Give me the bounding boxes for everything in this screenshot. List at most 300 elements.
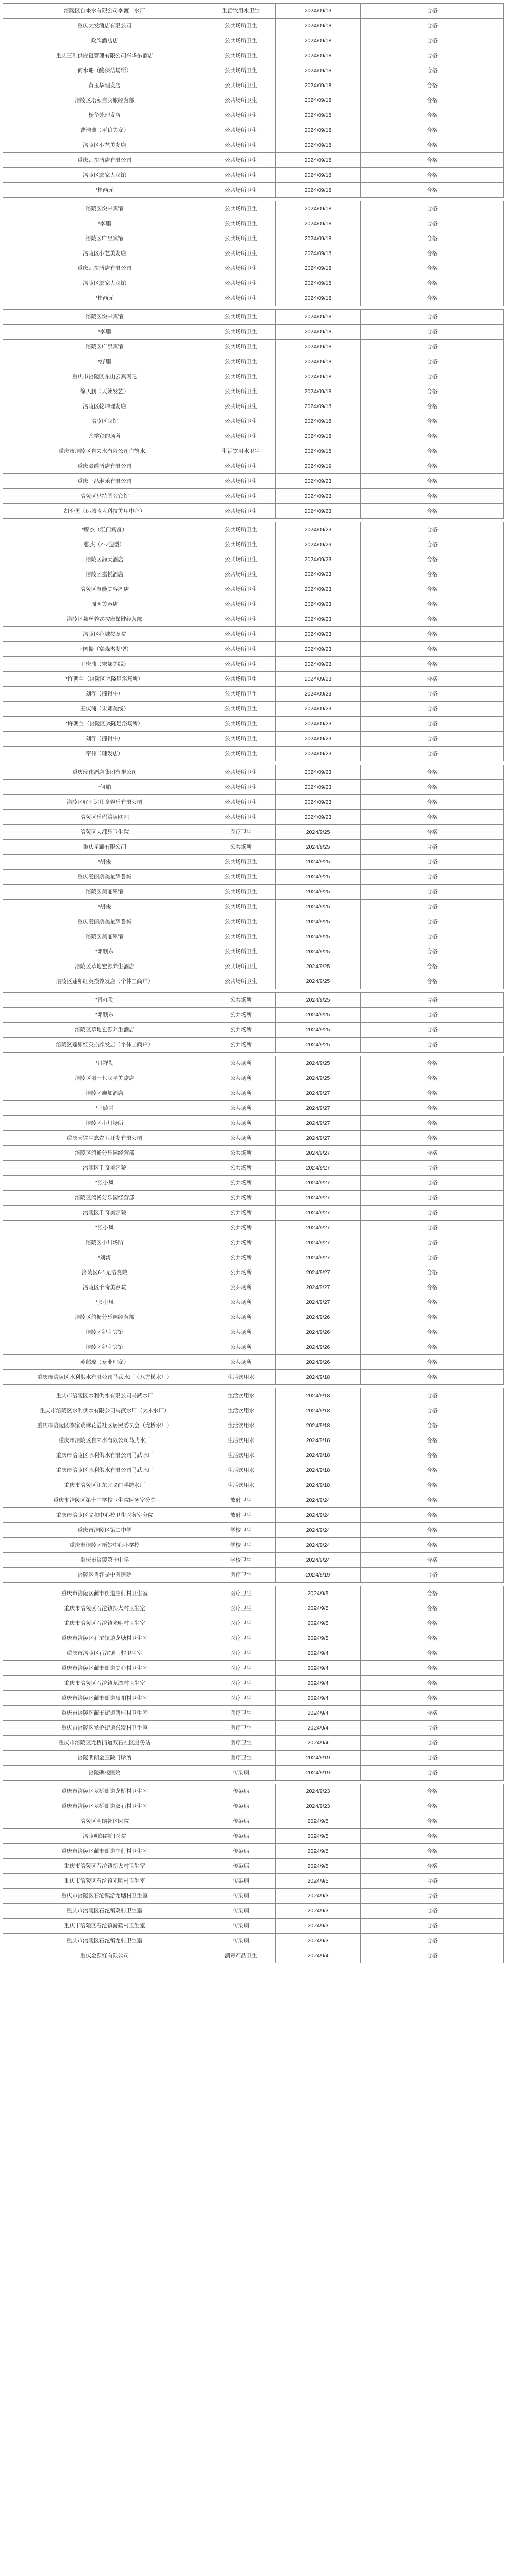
cell-unit-name: 涪陵区小川场所 xyxy=(3,1235,206,1250)
table-row xyxy=(3,489,504,504)
cell-unit-name: 重庆三洪供应链管理有限公司兴华东酒店 xyxy=(3,48,206,63)
cell-unit-name: 重庆市涪陵区第二中学 xyxy=(3,1523,206,1538)
cell-result: 合格 xyxy=(361,900,504,914)
cell-date: 2024/09/23 xyxy=(276,552,361,567)
cell-result: 合格 xyxy=(361,1814,504,1829)
cell-date: 2024/09/18 xyxy=(276,369,361,384)
cell-date: 2024/09/23 xyxy=(276,672,361,687)
cell-date: 2024/9/3 xyxy=(276,1919,361,1934)
cell-result: 合格 xyxy=(361,1191,504,1206)
cell-category: 公共场所卫生 xyxy=(206,474,276,489)
table-row xyxy=(3,855,504,870)
cell-category: 公共场所卫生 xyxy=(206,765,276,780)
cell-result: 合格 xyxy=(361,1071,504,1086)
cell-unit-name: 涪陵区悦来宾馆 xyxy=(3,310,206,325)
cell-result: 合格 xyxy=(361,276,504,291)
cell-result: 合格 xyxy=(361,582,504,597)
cell-date: 2024/09/13 xyxy=(276,4,361,19)
cell-result: 合格 xyxy=(361,4,504,19)
cell-date: 2024/09/23 xyxy=(276,642,361,657)
cell-unit-name: *张小凤 xyxy=(3,1295,206,1310)
cell-category: 公共场所卫生 xyxy=(206,108,276,123)
cell-result: 合格 xyxy=(361,1646,504,1661)
cell-category: 公共场所卫生 xyxy=(206,168,276,183)
cell-result: 合格 xyxy=(361,765,504,780)
cell-result: 合格 xyxy=(361,914,504,929)
table-row xyxy=(3,325,504,340)
cell-unit-name: 涪陵区小川场所 xyxy=(3,1116,206,1131)
cell-result: 合格 xyxy=(361,1086,504,1101)
table-row xyxy=(3,1038,504,1053)
cell-result: 合格 xyxy=(361,1280,504,1295)
cell-result: 合格 xyxy=(361,1874,504,1889)
cell-category: 公共场所卫生 xyxy=(206,48,276,63)
cell-date: 2024/09/23 xyxy=(276,612,361,627)
cell-unit-name: 涪陵区广泉宾馆 xyxy=(3,231,206,246)
cell-date: 2024/9/27 xyxy=(276,1101,361,1116)
cell-unit-name: 涪陵区鸽畅分乐园经营部 xyxy=(3,1310,206,1325)
cell-category: 医疗卫生 xyxy=(206,1601,276,1616)
cell-category: 医疗卫生 xyxy=(206,1568,276,1583)
cell-unit-name: *张小凤 xyxy=(3,1176,206,1191)
cell-date: 2024/9/5 xyxy=(276,1586,361,1601)
table-row xyxy=(3,747,504,761)
cell-result: 合格 xyxy=(361,780,504,795)
cell-date: 2024/9/3 xyxy=(276,1904,361,1919)
cell-category: 公共场所卫生 xyxy=(206,63,276,78)
cell-unit-name: 张杰（Z-Z造型） xyxy=(3,537,206,552)
cell-date: 2024/09/18 xyxy=(276,414,361,429)
table-row xyxy=(3,1799,504,1814)
cell-result: 合格 xyxy=(361,1250,504,1265)
table-row xyxy=(3,168,504,183)
table-row xyxy=(3,1325,504,1340)
cell-unit-name: 涪陵区宾馆 xyxy=(3,414,206,429)
table-row xyxy=(3,567,504,582)
cell-date: 2024/9/4 xyxy=(276,1706,361,1721)
cell-unit-name: 涪陵区蓬卯红英损养发店（个体工商户） xyxy=(3,974,206,989)
cell-date: 2024/09/18 xyxy=(276,33,361,48)
cell-date: 2024/09/18 xyxy=(276,78,361,93)
cell-unit-name: 涪陵区鸽畅分乐园经营部 xyxy=(3,1191,206,1206)
table-row xyxy=(3,1056,504,1071)
cell-result: 合格 xyxy=(361,1116,504,1131)
cell-date: 2024/9/27 xyxy=(276,1206,361,1221)
cell-result: 合格 xyxy=(361,246,504,261)
cell-category: 医疗卫生 xyxy=(206,1616,276,1631)
cell-category: 学校卫生 xyxy=(206,1523,276,1538)
cell-category: 公共场所 xyxy=(206,1250,276,1265)
cell-unit-name: *邓鹏东 xyxy=(3,944,206,959)
cell-unit-name: 重庆市涪陵区蔺市街道两座村卫生室 xyxy=(3,1706,206,1721)
cell-result: 合格 xyxy=(361,1101,504,1116)
cell-date: 2024/09/18 xyxy=(276,123,361,138)
table-row xyxy=(3,1706,504,1721)
cell-date: 2024/9/18 xyxy=(276,1463,361,1478)
cell-date: 2024/09/23 xyxy=(276,702,361,717)
cell-category: 公共场所卫生 xyxy=(206,870,276,885)
cell-category: 公共场所 xyxy=(206,1265,276,1280)
table-row xyxy=(3,1265,504,1280)
cell-date: 2024/9/25 xyxy=(276,929,361,944)
table-row xyxy=(3,1631,504,1646)
table-row xyxy=(3,1355,504,1370)
table-row xyxy=(3,1934,504,1948)
cell-unit-name: 重庆市涪陵区石沱镇双村卫生室 xyxy=(3,1904,206,1919)
cell-unit-name: 周园美容店 xyxy=(3,597,206,612)
cell-unit-name: 重庆大发酒店有限公司 xyxy=(3,19,206,33)
table-row xyxy=(3,1523,504,1538)
table-row xyxy=(3,959,504,974)
table-row xyxy=(3,1538,504,1553)
cell-result: 合格 xyxy=(361,1889,504,1904)
cell-result: 合格 xyxy=(361,108,504,123)
table-row xyxy=(3,48,504,63)
cell-unit-name: 余学宾的场所 xyxy=(3,429,206,444)
cell-date: 2024/09/18 xyxy=(276,168,361,183)
cell-unit-name: *胡俊 xyxy=(3,855,206,870)
cell-category: 公共场所卫生 xyxy=(206,399,276,414)
table-row xyxy=(3,1646,504,1661)
table-row xyxy=(3,399,504,414)
cell-category: 公共场所卫生 xyxy=(206,429,276,444)
table-row xyxy=(3,687,504,702)
cell-date: 2024/9/27 xyxy=(276,1086,361,1101)
cell-result: 合格 xyxy=(361,657,504,672)
cell-category: 公共场所卫生 xyxy=(206,717,276,732)
cell-result: 合格 xyxy=(361,1448,504,1463)
cell-date: 2024/09/18 xyxy=(276,63,361,78)
cell-date: 2024/09/18 xyxy=(276,340,361,354)
cell-category: 生活饮用水 xyxy=(206,1388,276,1403)
cell-category: 公共场所卫生 xyxy=(206,597,276,612)
cell-result: 合格 xyxy=(361,522,504,537)
cell-result: 合格 xyxy=(361,1538,504,1553)
cell-date: 2024/09/18 xyxy=(276,310,361,325)
cell-result: 合格 xyxy=(361,1691,504,1706)
cell-result: 合格 xyxy=(361,1661,504,1676)
cell-date: 2024/09/23 xyxy=(276,687,361,702)
cell-date: 2024/9/27 xyxy=(276,1235,361,1250)
cell-category: 公共场所 xyxy=(206,1086,276,1101)
cell-unit-name: 重庆瓦提酒店有限公司 xyxy=(3,153,206,168)
cell-result: 合格 xyxy=(361,717,504,732)
cell-unit-name: 重庆市涪陵区水利供水有限公司马武水厂（大木水厂） xyxy=(3,1403,206,1418)
table-row xyxy=(3,885,504,900)
cell-result: 合格 xyxy=(361,1355,504,1370)
table-row xyxy=(3,340,504,354)
cell-unit-name: 重庆市涪陵区石沱镇游龙塘村卫生室 xyxy=(3,1889,206,1904)
cell-result: 合格 xyxy=(361,1418,504,1433)
cell-unit-name: 涪陵区海天酒店 xyxy=(3,552,206,567)
table-row xyxy=(3,1071,504,1086)
cell-category: 公共场所卫生 xyxy=(206,384,276,399)
cell-unit-name: *李鹏 xyxy=(3,216,206,231)
cell-date: 2024/9/5 xyxy=(276,1814,361,1829)
cell-result: 合格 xyxy=(361,399,504,414)
table-row xyxy=(3,1586,504,1601)
cell-date: 2024/09/18 xyxy=(276,261,361,276)
cell-unit-name: 涪陵区塔颐自宾旅经营部 xyxy=(3,93,206,108)
cell-result: 合格 xyxy=(361,504,504,519)
cell-category: 公共场所 xyxy=(206,1295,276,1310)
table-row xyxy=(3,1736,504,1751)
cell-category: 公共场所 xyxy=(206,1038,276,1053)
cell-date: 2024/09/23 xyxy=(276,567,361,582)
table-row xyxy=(3,183,504,198)
cell-unit-name: 涪陵区明朗社区医院 xyxy=(3,1814,206,1829)
cell-result: 合格 xyxy=(361,732,504,747)
cell-date: 2024/9/5 xyxy=(276,1844,361,1859)
cell-result: 合格 xyxy=(361,474,504,489)
cell-category: 消毒产品卫生 xyxy=(206,1948,276,1963)
cell-category: 医疗卫生 xyxy=(206,1751,276,1766)
cell-result: 合格 xyxy=(361,1799,504,1814)
table-row xyxy=(3,900,504,914)
cell-unit-name: 重庆市涪陵区蔺市街道美心村卫生室 xyxy=(3,1661,206,1676)
cell-date: 2024/9/3 xyxy=(276,1934,361,1948)
cell-date: 2024/9/27 xyxy=(276,1295,361,1310)
cell-category: 医疗卫生 xyxy=(206,1676,276,1691)
table-block xyxy=(3,1586,504,1781)
cell-unit-name: 重庆市涪陵区石沱镇光明村卫生室 xyxy=(3,1616,206,1631)
cell-unit-name: 重庆瓦提酒店有限公司 xyxy=(3,261,206,276)
table-row xyxy=(3,627,504,642)
table-block xyxy=(3,1056,504,1385)
cell-result: 合格 xyxy=(361,1038,504,1053)
cell-category: 公共场所卫生 xyxy=(206,310,276,325)
cell-category: 医疗卫生 xyxy=(206,1661,276,1676)
cell-date: 2024/9/25 xyxy=(276,855,361,870)
table-row xyxy=(3,1751,504,1766)
cell-unit-name: 重庆爱丽斯美量辉誉城 xyxy=(3,914,206,929)
table-row xyxy=(3,1493,504,1508)
table-row xyxy=(3,870,504,885)
cell-unit-name: 重庆市涪陵区龙桥街道双石村卫生室 xyxy=(3,1799,206,1814)
cell-date: 2024/9/19 xyxy=(276,1751,361,1766)
table-row xyxy=(3,612,504,627)
cell-result: 合格 xyxy=(361,48,504,63)
cell-result: 合格 xyxy=(361,944,504,959)
table-row xyxy=(3,414,504,429)
cell-unit-name: *桂西元 xyxy=(3,183,206,198)
cell-date: 2024/9/24 xyxy=(276,1523,361,1538)
cell-category: 公共场所卫生 xyxy=(206,183,276,198)
cell-category: 医疗卫生 xyxy=(206,1706,276,1721)
table-row xyxy=(3,1553,504,1568)
cell-result: 合格 xyxy=(361,93,504,108)
cell-unit-name: 涪陵区悦来宾馆 xyxy=(3,201,206,216)
table-row xyxy=(3,1116,504,1131)
cell-result: 合格 xyxy=(361,1721,504,1736)
table-row xyxy=(3,291,504,306)
table-row xyxy=(3,429,504,444)
cell-date: 2024/9/27 xyxy=(276,1250,361,1265)
table-row xyxy=(3,1310,504,1325)
cell-date: 2024/9/23 xyxy=(276,1784,361,1799)
table-block xyxy=(3,309,504,519)
cell-category: 公共场所卫生 xyxy=(206,747,276,761)
cell-date: 2024/9/5 xyxy=(276,1616,361,1631)
cell-date: 2024/9/4 xyxy=(276,1646,361,1661)
table-block xyxy=(3,3,504,198)
table-row xyxy=(3,1191,504,1206)
cell-result: 合格 xyxy=(361,123,504,138)
cell-unit-name: 重庆市涪陵区江东冗义曲半跨水厂 xyxy=(3,1478,206,1493)
cell-category: 公共场所卫生 xyxy=(206,855,276,870)
cell-date: 2024/09/18 xyxy=(276,399,361,414)
cell-unit-name: 重庆市涪陵区水利供水有限公司马武水厂 xyxy=(3,1388,206,1403)
table-row xyxy=(3,944,504,959)
cell-result: 合格 xyxy=(361,33,504,48)
cell-result: 合格 xyxy=(361,489,504,504)
table-row xyxy=(3,795,504,810)
table-row xyxy=(3,765,504,780)
table-row xyxy=(3,153,504,168)
cell-unit-name: *许朝兰（涪陵区兴隆足浴场所） xyxy=(3,717,206,732)
cell-date: 2024/9/4 xyxy=(276,1948,361,1963)
cell-category: 公共场所卫生 xyxy=(206,153,276,168)
cell-category: 传染病 xyxy=(206,1859,276,1874)
cell-date: 2024/9/25 xyxy=(276,885,361,900)
cell-result: 合格 xyxy=(361,429,504,444)
cell-result: 合格 xyxy=(361,1736,504,1751)
cell-category: 传染病 xyxy=(206,1784,276,1799)
cell-category: 公共场所 xyxy=(206,1325,276,1340)
cell-result: 合格 xyxy=(361,1370,504,1385)
table-row xyxy=(3,1280,504,1295)
cell-unit-name: 重庆瑞伟酒店集团有限公司 xyxy=(3,765,206,780)
table-row xyxy=(3,825,504,840)
cell-unit-name: 重庆市涪陵区义和中心校卫生医务室分院 xyxy=(3,1508,206,1523)
cell-category: 公共场所 xyxy=(206,1071,276,1086)
cell-result: 合格 xyxy=(361,1388,504,1403)
cell-date: 2024/9/25 xyxy=(276,1023,361,1038)
cell-category: 公共场所卫生 xyxy=(206,914,276,929)
table-row xyxy=(3,537,504,552)
cell-result: 合格 xyxy=(361,959,504,974)
cell-result: 合格 xyxy=(361,1586,504,1601)
cell-unit-name: 曹浩璧（平价美发） xyxy=(3,123,206,138)
cell-unit-name: *许朝兰（涪陵区兴隆足浴场所） xyxy=(3,672,206,687)
table-row xyxy=(3,474,504,489)
table-row xyxy=(3,1478,504,1493)
cell-unit-name: 重庆市涪陵区水利供水有限公司马武水厂 xyxy=(3,1448,206,1463)
cell-category: 公共场所卫生 xyxy=(206,672,276,687)
cell-unit-name: 重庆市涪陵区自来水有限公司白鹤水厂 xyxy=(3,444,206,459)
cell-date: 2024/9/4 xyxy=(276,1676,361,1691)
table-row xyxy=(3,19,504,33)
cell-date: 2024/9/24 xyxy=(276,1538,361,1553)
cell-date: 2024/9/26 xyxy=(276,1325,361,1340)
cell-date: 2024/09/23 xyxy=(276,717,361,732)
table-row xyxy=(3,657,504,672)
cell-category: 公共场所卫生 xyxy=(206,567,276,582)
cell-date: 2024/9/25 xyxy=(276,974,361,989)
cell-unit-name: *舒鹏 xyxy=(3,354,206,369)
cell-category: 公共场所卫生 xyxy=(206,33,276,48)
cell-unit-name: 涪陵区千奇美容院 xyxy=(3,1161,206,1176)
cell-date: 2024/9/18 xyxy=(276,1478,361,1493)
cell-category: 公共场所卫生 xyxy=(206,944,276,959)
cell-result: 合格 xyxy=(361,153,504,168)
cell-category: 放射卫生 xyxy=(206,1508,276,1523)
cell-category: 生活饮用水 xyxy=(206,1403,276,1418)
cell-category: 传染病 xyxy=(206,1766,276,1781)
table-row xyxy=(3,1206,504,1221)
cell-date: 2024/9/3 xyxy=(276,1889,361,1904)
cell-result: 合格 xyxy=(361,1601,504,1616)
cell-category: 公共场所卫生 xyxy=(206,276,276,291)
inspection-results-sheet xyxy=(3,0,504,1963)
cell-unit-name: *何鹏 xyxy=(3,780,206,795)
cell-date: 2024/09/18 xyxy=(276,93,361,108)
cell-result: 合格 xyxy=(361,642,504,657)
table-row xyxy=(3,597,504,612)
cell-unit-name: *吕祥勤 xyxy=(3,993,206,1008)
cell-unit-name: 王庆浦（宋娜美线） xyxy=(3,702,206,717)
cell-result: 合格 xyxy=(361,459,504,474)
cell-date: 2024/9/18 xyxy=(276,1403,361,1418)
cell-category: 公共场所卫生 xyxy=(206,369,276,384)
cell-category: 生活饮用水 xyxy=(206,1478,276,1493)
table-row xyxy=(3,1340,504,1355)
table-row xyxy=(3,123,504,138)
cell-result: 合格 xyxy=(361,1676,504,1691)
cell-result: 合格 xyxy=(361,168,504,183)
cell-category: 学校卫生 xyxy=(206,1538,276,1553)
cell-result: 合格 xyxy=(361,183,504,198)
cell-date: 2024/09/23 xyxy=(276,657,361,672)
table-row xyxy=(3,33,504,48)
cell-result: 合格 xyxy=(361,1904,504,1919)
cell-unit-name: 重庆市涪陵区蔺市街道庄行村卫生室 xyxy=(3,1586,206,1601)
cell-category: 医疗卫生 xyxy=(206,825,276,840)
cell-unit-name: 涪陵区旅家人宾馆 xyxy=(3,276,206,291)
cell-category: 公共场所卫生 xyxy=(206,582,276,597)
table-block xyxy=(3,992,504,1053)
cell-date: 2024/09/23 xyxy=(276,474,361,489)
table-block xyxy=(3,1388,504,1583)
cell-unit-name: 涪陵区草地宏源养生酒店 xyxy=(3,1023,206,1038)
cell-unit-name: 涪陵区美丽翠馆 xyxy=(3,885,206,900)
table-row xyxy=(3,1948,504,1963)
cell-result: 合格 xyxy=(361,325,504,340)
cell-date: 2024/9/18 xyxy=(276,1433,361,1448)
table-row xyxy=(3,108,504,123)
cell-date: 2024/9/27 xyxy=(276,1221,361,1235)
cell-date: 2024/9/27 xyxy=(276,1265,361,1280)
table-row xyxy=(3,929,504,944)
cell-result: 合格 xyxy=(361,1948,504,1963)
cell-date: 2024/09/19 xyxy=(276,459,361,474)
cell-unit-name: 重庆豪爵酒店有限公司 xyxy=(3,459,206,474)
cell-result: 合格 xyxy=(361,384,504,399)
cell-date: 2024/09/18 xyxy=(276,444,361,459)
table-row xyxy=(3,1370,504,1385)
cell-result: 合格 xyxy=(361,870,504,885)
table-row xyxy=(3,504,504,519)
cell-category: 公共场所卫生 xyxy=(206,885,276,900)
cell-unit-name: 涪陵区心城按摩院 xyxy=(3,627,206,642)
cell-category: 医疗卫生 xyxy=(206,1631,276,1646)
cell-date: 2024/9/25 xyxy=(276,840,361,855)
table-row xyxy=(3,1919,504,1934)
cell-category: 公共场所 xyxy=(206,1355,276,1370)
cell-category: 公共场所卫生 xyxy=(206,552,276,567)
cell-result: 合格 xyxy=(361,340,504,354)
cell-category: 医疗卫生 xyxy=(206,1736,276,1751)
